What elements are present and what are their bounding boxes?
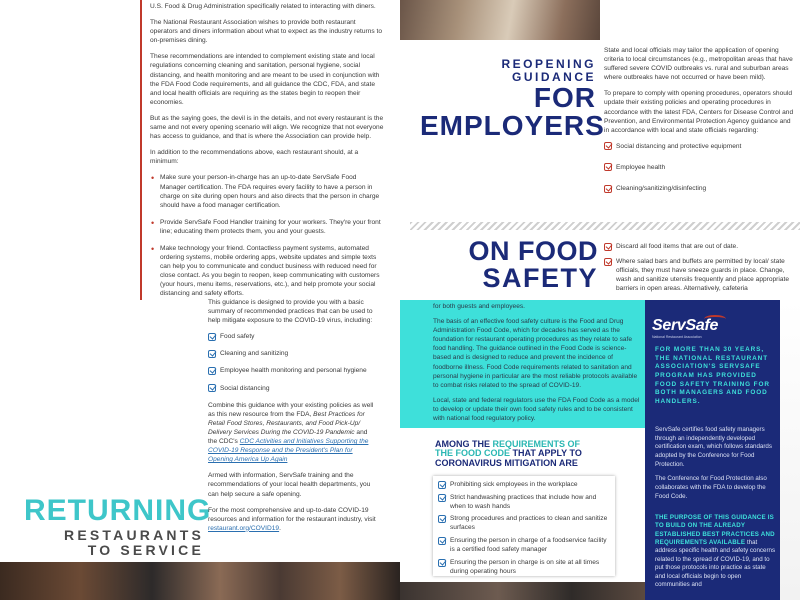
policy-checklist (604, 142, 796, 193)
paragraph-association: The National Restaurant Association wishes to provide both restaurant operators and diners information about what to expect as the industry returns to on-premises dining. (150, 19, 383, 45)
list-item: Strict handwashing practices that include how and when to wash hands (438, 493, 610, 511)
servsafe-logo: ServSafe National Restaurant Association (652, 318, 732, 339)
checkbox-icon (208, 367, 216, 375)
title-safety: SAFETY (482, 263, 598, 293)
paragraph-certifies: ServSafe certifies food safety managers through an independently developed certification exam, which follows standards adopted by the Conference for Food Protection. (655, 426, 772, 468)
paragraph-conference: The Conference for Food Protection also collaborates with the FDA to develop the Food Code. (655, 475, 767, 500)
guidance-intro: This guidance is designed to provide you with a basic summary of recommended practices that can be used to help mitigate exposure to the COVID-19 virus, including: (208, 299, 373, 325)
paragraph-prepare: To prepare to comply with opening procedures, operators should update their existing policies and operating procedures in accordance with the latest FDA, Centers for Disease Control and Prevention, and Environmental Protection Agency guidance and in accordance with local and state officials regarding: (604, 90, 794, 134)
paragraph-food-code: The basis of an effective food safety culture is the Food and Drug Administration Food Code, which for decades has served as the foundation for restaurant operating procedures as they relate to safe food handling. The guidance outlined in the Food Code is science-based and is designed to reduce and prevent the incidence of foodborne illness. Food Code requirements related to sanitation and personal hygiene in particular are the most reliable protocols available to combat risks related to the spread of COVID-19. (433, 318, 638, 389)
checkbox-icon (604, 163, 612, 171)
paragraph-resources: For the most comprehensive and up-to-date COVID-19 resources and information for the restaurant industry, visit restaurant.org/COVID19. (208, 506, 376, 532)
paragraph-combine: Combine this guidance with your existing policies as well as this new resource from the FDA, Best Practices for Retail Food Stores, Restaurants, and Food Pick-Up/ Delivery Services During the COVID-19 Pandemic and the CDC's CDC Activities and Initiatives Supporting the COVID-19 Response and the President's Plan for Opening America Up Again (208, 401, 374, 464)
list-item: Social distancing (208, 384, 378, 393)
left-column-text (150, 2, 384, 307)
food-photo (400, 582, 645, 600)
title-restaurants: RESTAURANTS (64, 527, 204, 543)
paragraph-recommendations: These recommendations are intended to complement existing state and local regulations concerning cleaning and sanitation, personal hygiene, social distancing, and health monitoring and are meant to be used in conjunction with the FDA Food Code requirements, and all guidance the CDC, FDA, and state and local health officials are requiring as the states begin to reopen their economies. (150, 53, 380, 106)
checkbox-icon (208, 384, 216, 392)
list-item: Ensuring the person in charge is on site at all times during operating hours (438, 558, 610, 576)
checkbox-icon (208, 333, 216, 341)
title-on-food: ON FOOD (468, 236, 598, 266)
checkbox-icon (208, 350, 216, 358)
swoosh-icon (704, 315, 726, 323)
list-item: Cleaning and sanitizing (208, 349, 378, 358)
checkbox-icon (438, 559, 446, 567)
checkbox-icon (438, 537, 446, 545)
requirements-box (433, 476, 615, 576)
list-item: Employee health monitoring and personal hygiene (208, 366, 378, 375)
minimum-bullet-list (150, 173, 384, 298)
left-accent-bar (140, 0, 142, 300)
left-column-guidance (208, 298, 378, 540)
list-item: • Make sure your person-in-charge has an up-to-date ServSafe Food Manager certification. The FDA requires every facility to have a person in charge on site during open hours and also directs that the person in charge should have a food manager certification. (150, 173, 384, 209)
paragraph-officials: State and local officials may tailor the application of opening criteria to local circumstances (e.g., metropolitan areas that have suffered severe COVID outbreaks vs. rural and suburban areas where outbreaks have not occurred or have been mild). (604, 47, 793, 82)
requirements-heading: AMONG THE REQUIREMENTS OF THE FOOD CODE THAT APPLY TO CORONAVIRUS MITIGATION ARE (435, 439, 582, 468)
guidance-checklist (208, 332, 378, 392)
checkbox-icon (438, 481, 446, 489)
paragraph-minimum: In addition to the recommendations above, each restaurant should, at a minimum: (150, 149, 359, 166)
intro-partial: U.S. Food & Drug Administration specifically related to interacting with diners. (150, 3, 376, 10)
title-for: FOR (533, 82, 596, 114)
checkbox-icon (438, 494, 446, 502)
list-item: Employee health (604, 163, 796, 172)
food-code-text (433, 302, 641, 429)
paragraph-details: But as the saying goes, the devil is in the details, and not every restaurant is the same and not every opening scenario will align. We recognize that not everyone has access to guidance, and that is where the Association can provide help. (150, 114, 384, 141)
list-item: Prohibiting sick employees in the workplace (438, 480, 610, 489)
title-returning: RETURNING (24, 494, 212, 527)
title-employers: EMPLOYERS (420, 110, 605, 142)
paragraph-regulators: Local, state and federal regulators use the FDA Food Code as a model to develop or update their own food safety rules and to be consistent with national food regulatory policy. (433, 396, 640, 423)
teal-partial: for both guests and employees. (433, 303, 526, 310)
right-top-column (604, 46, 796, 205)
reopening-guidance-title (420, 57, 605, 142)
checkbox-icon (604, 258, 612, 266)
list-item: Where salad bars and buffets are permitted by local/ state officials, they must have sneeze guards in place. Change, wash and sanitize utensils frequently and place appropriate barriers in open areas. Alternatively, cafeteria (604, 257, 796, 293)
checkbox-icon (604, 142, 612, 150)
title-to-service: TO SERVICE (87, 541, 204, 558)
servsafe-heading: FOR MORE THAN 30 YEARS, THE NATIONAL RESTAURANT ASSOCIATION'S SERVSAFE PROGRAM HAS PROVIDED FOOD SAFETY TRAINING FOR BOTH MANAGERS AND FOOD HANDLERS. (655, 346, 770, 405)
list-item: Food safety (208, 332, 378, 341)
servsafe-purpose: THE PURPOSE OF THIS GUIDANCE IS TO BUILD ON THE ALREADY ESTABLISHED BEST PRACTICES AND REQUIREMENTS AVAILABLE that address specific health and safety concerns related to the spread of COVID-19, and to put those protocols into practice as state and local officials begin to open communities and (655, 514, 776, 588)
paragraph-armed: Armed with information, ServSafe training and the recommendations of your local health departments, you can help secure a safe opening. (208, 472, 371, 498)
list-item: • Make technology your friend. Contactless payment systems, automated ordering systems, mobile ordering apps, website updates and simple texts can help you to communicate and conduct business with reduced need for close contact. As you begin to reopen, keep communicating with customers (your hours, menu items, reservations, etc.), and help promote your social distancing and safety efforts. (150, 244, 384, 299)
hatched-divider (410, 222, 800, 230)
list-item: Cleaning/sanitizing/disinfecting (604, 184, 796, 193)
covid19-link[interactable]: restaurant.org/COVID19 (208, 524, 280, 532)
requirements-checklist (438, 480, 610, 576)
list-item: Social distancing and protective equipment (604, 142, 796, 151)
checkbox-icon (438, 515, 446, 523)
right-mid-column (604, 242, 796, 299)
checkbox-icon (604, 243, 612, 251)
food-checklist (604, 242, 796, 293)
list-item: Discard all food items that are out of date. (604, 242, 796, 251)
servsafe-body (655, 426, 775, 507)
title-guidance: GUIDANCE (511, 70, 596, 85)
food-safety-title (430, 238, 598, 292)
diners-photo (0, 562, 400, 600)
returning-title (24, 494, 212, 558)
title-reopening: REOPENING (501, 57, 596, 71)
kitchen-photo (400, 0, 600, 40)
list-item: Ensuring the person in charge of a foodservice facility is a certified food safety manager (438, 536, 610, 554)
checkbox-icon (604, 185, 612, 193)
list-item: Strong procedures and practices to clean and sanitize surfaces (438, 514, 610, 532)
page-edge (780, 300, 800, 600)
list-item: • Provide ServSafe Food Handler training for your workers. They're your front line; educating them protects them, you and your guests. (150, 218, 384, 236)
cdc-link[interactable]: CDC Activities and Initiatives Supporting the COVID-19 Response and the President's Plan for Opening America Up Again (208, 438, 369, 464)
